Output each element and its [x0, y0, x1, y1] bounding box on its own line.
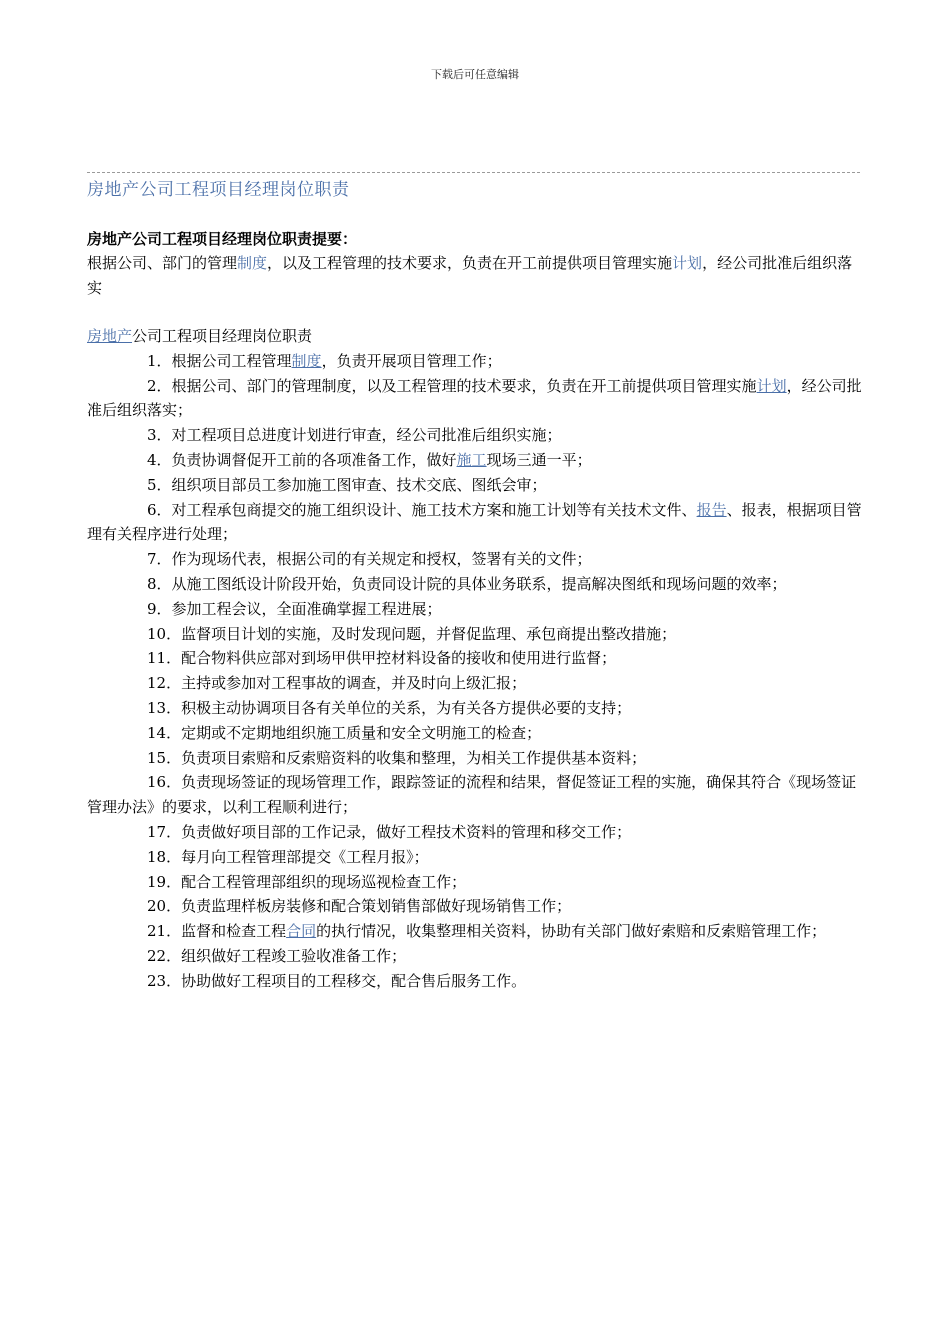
- list-item-text: 现场三通一平；: [486, 450, 592, 469]
- list-item-19: 19．配合工程管理部组织的现场巡视检查工作；: [147, 872, 467, 891]
- document-title: 房地产公司工程项目经理岗位职责: [87, 180, 350, 200]
- summary-text-1: 根据公司、部门的管理: [87, 254, 238, 272]
- link-item-jihua[interactable]: 计划: [756, 376, 787, 395]
- dashed-divider: [87, 172, 860, 173]
- list-item-7: 7．作为现场代表，根据公司的有关规定和授权，签署有关的文件；: [147, 550, 592, 569]
- list-item-9: 9．参加工程会议，全面准确掌握工程进展；: [147, 599, 442, 618]
- list-item-11: 11．配合物料供应部对到场甲供甲控材料设备的接收和使用进行监督；: [147, 649, 617, 668]
- list-item-text: ，负责开展项目管理工作；: [321, 351, 502, 370]
- list-item-13: 13．积极主动协调项目各有关单位的关系，为有关各方提供必要的支持；: [147, 698, 632, 717]
- list-item-20: 20．负责监理样板房装修和配合策划销售部做好现场销售工作；: [147, 897, 572, 916]
- link-item-hetong[interactable]: 合同: [286, 922, 317, 941]
- list-item-8: 8．从施工图纸设计阶段开始，负责同设计院的具体业务联系，提高解决图纸和现场问题的效率；: [147, 574, 787, 593]
- list-item-text: 的执行情况，收集整理相关资料，协助有关部门做好索赔和反索赔管理工作；: [316, 922, 827, 941]
- link-item-shigong[interactable]: 施工: [456, 450, 487, 469]
- list-item-text: ，经公司批准后组织落实；: [87, 376, 862, 420]
- link-zhidu[interactable]: 制度: [237, 254, 268, 272]
- list-item-text: 1．根据公司工程管理: [147, 351, 292, 370]
- section-heading: [87, 324, 867, 349]
- list-item-18: 18．每月向工程管理部提交《工程月报》；: [147, 847, 429, 866]
- list-item-text: 4．负责协调督促开工前的各项准备工作，做好: [147, 450, 457, 469]
- list-item-3: 3．对工程项目总进度计划进行审查，经公司批准后组织实施；: [147, 426, 562, 445]
- list-item-16: 16．负责现场签证的现场管理工作，跟踪签证的流程和结果，督促签证工程的实施，确保其符合《现场签证管理办法》的要求，以利工程顺利进行；: [87, 773, 857, 817]
- list-item-1: [87, 349, 867, 374]
- list-item-6: [87, 498, 867, 548]
- section-heading-text: 公司工程项目经理岗位职责: [132, 327, 313, 345]
- list-item-14: 14．定期或不定期地组织施工质量和安全文明施工的检查；: [147, 723, 542, 742]
- list-item-17: 17．负责做好项目部的工作记录，做好工程技术资料的管理和移交工作；: [147, 822, 632, 841]
- summary-text-3: ，经公司批准后组织落实: [87, 254, 853, 297]
- list-item-4: [87, 448, 867, 473]
- list-item-10: 10．监督项目计划的实施，及时发现问题，并督促监理、承包商提出整改措施；: [147, 624, 677, 643]
- link-item-baogao[interactable]: 报告: [696, 500, 727, 519]
- list-item-text: 、报表，根据项目管理有关程序进行处理；: [87, 500, 862, 544]
- list-item-21: [87, 919, 867, 944]
- list-item-text: 21．监督和检查工程: [147, 922, 287, 941]
- list-item-2: [87, 374, 867, 424]
- list-item-text: 2．根据公司、部门的管理制度，以及工程管理的技术要求，负责在开工前提供项目管理实施: [147, 376, 757, 395]
- link-item-zhidu[interactable]: 制度: [291, 351, 322, 370]
- list-item-22: 22．组织做好工程竣工验收准备工作；: [147, 946, 407, 965]
- list-item-12: 12．主持或参加对工程事故的调查，并及时向上级汇报；: [147, 674, 527, 693]
- summary-text-2: ，以及工程管理的技术要求，负责在开工前提供项目管理实施: [267, 254, 673, 272]
- summary-paragraph: [87, 251, 867, 301]
- list-item-5: 5．组织项目部员工参加施工图审查、技术交底、图纸会审；: [147, 475, 547, 494]
- page-header: 下载后可任意编辑: [431, 68, 519, 81]
- list-item-text: 6．对工程承包商提交的施工组织设计、施工技术方案和施工计划等有关技术文件、: [147, 500, 697, 519]
- link-fangdichan[interactable]: 房地产: [87, 327, 133, 345]
- link-jihua[interactable]: 计划: [672, 254, 703, 272]
- list-item-15: 15．负责项目索赔和反索赔资料的收集和整理，为相关工作提供基本资料；: [147, 748, 647, 767]
- summary-heading: 房地产公司工程项目经理岗位职责提要：: [87, 230, 358, 248]
- responsibilities-list: [87, 324, 867, 994]
- list-item-23: 23．协助做好工程项目的工程移交，配合售后服务工作。: [147, 971, 527, 990]
